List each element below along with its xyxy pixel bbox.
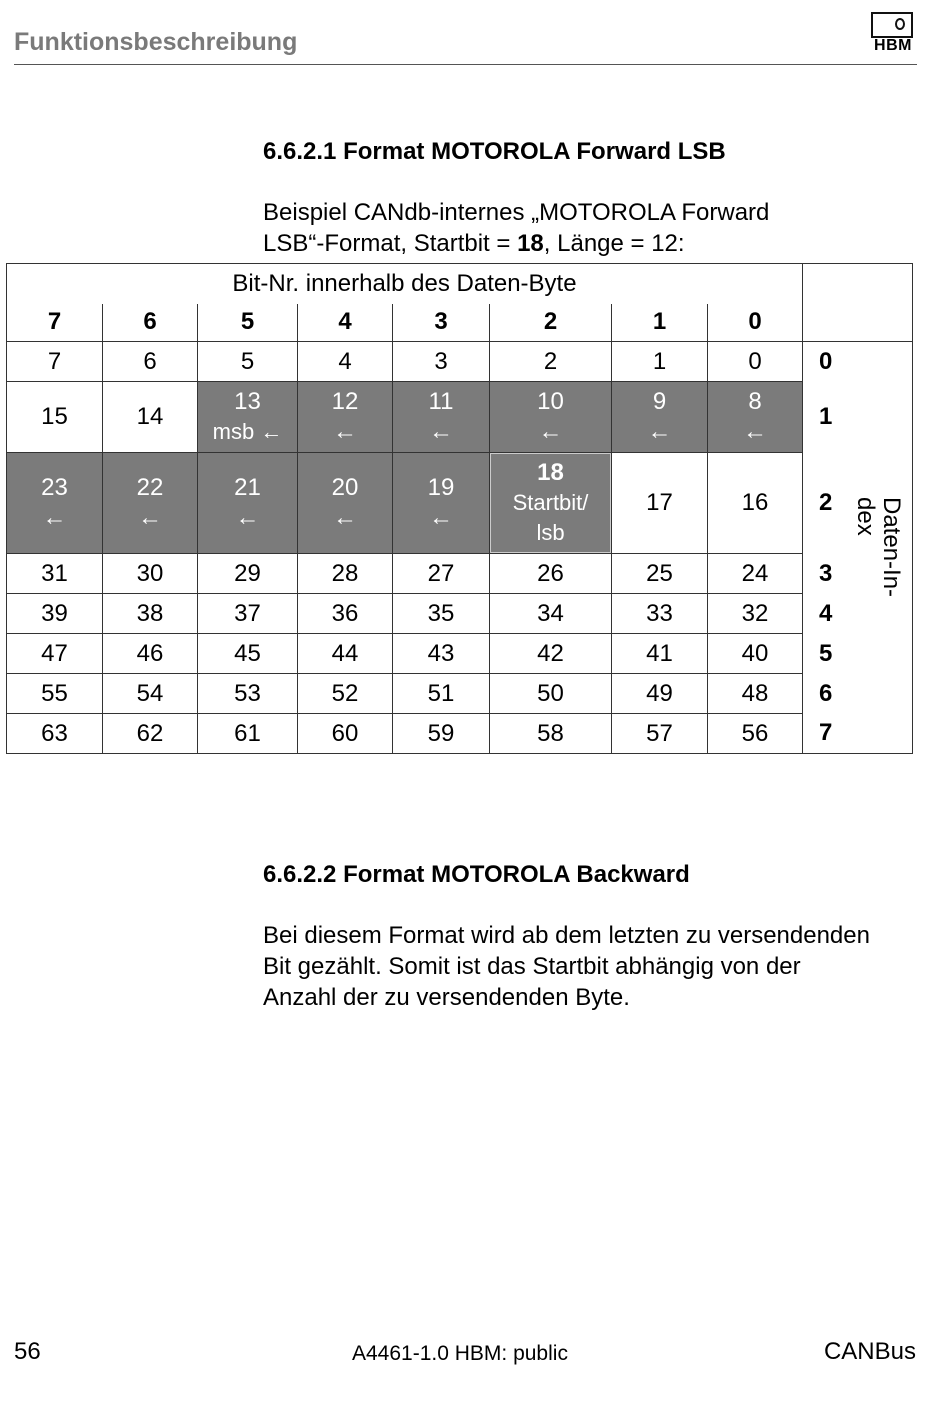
bit-cell: 54: [103, 674, 198, 714]
bit-cell-signal: 23 ←: [7, 453, 103, 554]
bit-cell: 34: [490, 594, 612, 634]
bit-cell: 60: [298, 714, 393, 754]
bit-cell: 62: [103, 714, 198, 754]
bit-header: 3: [393, 304, 490, 342]
bit-cell-signal: 12 ←: [298, 382, 393, 453]
bit-cell: 32: [708, 594, 803, 634]
left-arrow-icon: ←: [538, 418, 563, 445]
bit-cell: 43: [393, 634, 490, 674]
byte-index: 1: [803, 382, 913, 453]
bit-cell: 1: [612, 342, 708, 382]
bit-cell-signal: 21 ←: [198, 453, 298, 554]
bit-cell: 2: [490, 342, 612, 382]
bit-cell: 59: [393, 714, 490, 754]
bit-cell: 15: [7, 382, 103, 453]
bit-cell: 39: [7, 594, 103, 634]
bit-cell: 52: [298, 674, 393, 714]
byte-index: 7: [803, 714, 913, 754]
left-arrow-icon: ←: [333, 418, 357, 445]
section-intro: [263, 197, 769, 259]
bit-header: 0: [708, 304, 803, 342]
hbm-logo-text: HBM: [874, 37, 912, 54]
hbm-logo-mark: [871, 12, 913, 38]
bit-cell: 44: [298, 634, 393, 674]
bit-cell: 24: [708, 554, 803, 594]
bit-cell: 16: [708, 453, 803, 554]
bit-header: 6: [103, 304, 198, 342]
section-heading-forward-lsb: 6.6.2.1 Format MOTOROLA Forward LSB: [263, 138, 726, 165]
bit-cell: 35: [393, 594, 490, 634]
startbit-label: Startbit/: [512, 490, 589, 515]
intro-line-2: LSB“-Format, Startbit = 18, Länge = 12:: [263, 230, 685, 257]
bit-cell: 37: [198, 594, 298, 634]
bit-group-header: Bit-Nr. innerhalb des Daten-Byte: [7, 264, 803, 304]
bit-cell: 0: [708, 342, 803, 382]
startbit-value: 18: [517, 230, 544, 257]
bit-cell-signal: 11 ←: [393, 382, 490, 453]
table-row: [7, 382, 913, 453]
bit-cell: 57: [612, 714, 708, 754]
left-arrow-icon: ←: [429, 418, 453, 445]
bit-cell: 46: [103, 634, 198, 674]
bit-header: 7: [7, 304, 103, 342]
hbm-logo: [868, 12, 918, 56]
bit-cell: 41: [612, 634, 708, 674]
bit-header-row: [7, 304, 913, 342]
byte-index: 4: [803, 594, 913, 634]
bit-cell: 56: [708, 714, 803, 754]
paragraph-line: Anzahl der zu versendenden Byte.: [263, 984, 630, 1011]
bit-cell: 63: [7, 714, 103, 754]
table-row: [7, 634, 913, 674]
bit-cell: 55: [7, 674, 103, 714]
bit-cell: 27: [393, 554, 490, 594]
section-heading-backward: 6.6.2.2 Format MOTOROLA Backward: [263, 861, 690, 888]
bit-cell: 28: [298, 554, 393, 594]
bit-cell: 14: [103, 382, 198, 453]
byte-index: 5: [803, 634, 913, 674]
byte-index: 3: [803, 554, 913, 594]
product-name: CANBus: [823, 1338, 916, 1365]
table-row: [7, 554, 913, 594]
bit-cell: 7: [7, 342, 103, 382]
paragraph-line: Bei diesem Format wird ab dem letzten zu versendenden: [263, 922, 870, 949]
byte-index: 0: [803, 342, 913, 382]
section2-paragraph: [263, 920, 870, 1013]
left-arrow-icon: ←: [647, 418, 672, 445]
lsb-label: lsb: [536, 520, 565, 545]
bit-cell-msb: 13 msb ←: [198, 382, 298, 453]
table-row: [7, 453, 913, 554]
bit-cell-signal: 8 ←: [708, 382, 803, 453]
bit-cell: 45: [198, 634, 298, 674]
bit-cell: 36: [298, 594, 393, 634]
left-arrow-icon: ←: [333, 504, 357, 531]
bit-cell-signal: 9 ←: [612, 382, 708, 453]
bit-cell: 47: [7, 634, 103, 674]
bit-cell: 40: [708, 634, 803, 674]
left-arrow-icon: ←: [429, 504, 453, 531]
bit-cell: 48: [708, 674, 803, 714]
bit-cell: 17: [612, 453, 708, 554]
bit-cell: 51: [393, 674, 490, 714]
msb-arrow-label: msb ←: [212, 419, 283, 444]
bit-cell: 58: [490, 714, 612, 754]
running-header-title: Funktionsbeschreibung: [14, 28, 298, 56]
bit-cell: 29: [198, 554, 298, 594]
bit-cell: 53: [198, 674, 298, 714]
bit-cell: 25: [612, 554, 708, 594]
bit-header: 1: [612, 304, 708, 342]
left-arrow-icon: ←: [42, 504, 67, 531]
left-arrow-icon: ←: [235, 504, 260, 531]
bit-cell: 30: [103, 554, 198, 594]
page-number: 56: [14, 1338, 41, 1365]
left-arrow-icon: ←: [743, 418, 767, 445]
bit-cell: 38: [103, 594, 198, 634]
bit-cell: 5: [198, 342, 298, 382]
table-row: [7, 714, 913, 754]
bit-cell: 33: [612, 594, 708, 634]
bit-cell-signal: 19 ←: [393, 453, 490, 554]
bit-cell: 61: [198, 714, 298, 754]
bit-cell-signal: 22 ←: [103, 453, 198, 554]
left-arrow-icon: ←: [138, 504, 162, 531]
bit-cell: 31: [7, 554, 103, 594]
bit-cell: 49: [612, 674, 708, 714]
bit-header: 5: [198, 304, 298, 342]
bit-cell-startbit: 18 Startbit/ lsb: [490, 453, 612, 554]
bit-cell: 42: [490, 634, 612, 674]
bit-cell: 6: [103, 342, 198, 382]
header-divider: [14, 64, 917, 65]
doc-id: A4461-1.0 HBM: public: [352, 1342, 568, 1365]
byte-index: 6: [803, 674, 913, 714]
bit-cell: 26: [490, 554, 612, 594]
data-index-label: Daten-In- dex: [852, 497, 905, 598]
paragraph-line: Bit gezählt. Somit ist das Startbit abhängig von der: [263, 953, 801, 980]
bit-header: 2: [490, 304, 612, 342]
intro-line-1: Beispiel CANdb-internes „MOTOROLA Forward: [263, 199, 770, 226]
bit-layout-table: [6, 263, 913, 754]
bit-cell-signal: 10 ←: [490, 382, 612, 453]
bit-header: 4: [298, 304, 393, 342]
bit-cell: 50: [490, 674, 612, 714]
index-header-blank: [803, 264, 913, 342]
table-row: [7, 594, 913, 634]
table-row: [7, 674, 913, 714]
bit-cell-signal: 20 ←: [298, 453, 393, 554]
byte-index: 2: [803, 453, 913, 554]
bit-cell: 3: [393, 342, 490, 382]
table-row: [7, 342, 913, 382]
bit-cell: 4: [298, 342, 393, 382]
